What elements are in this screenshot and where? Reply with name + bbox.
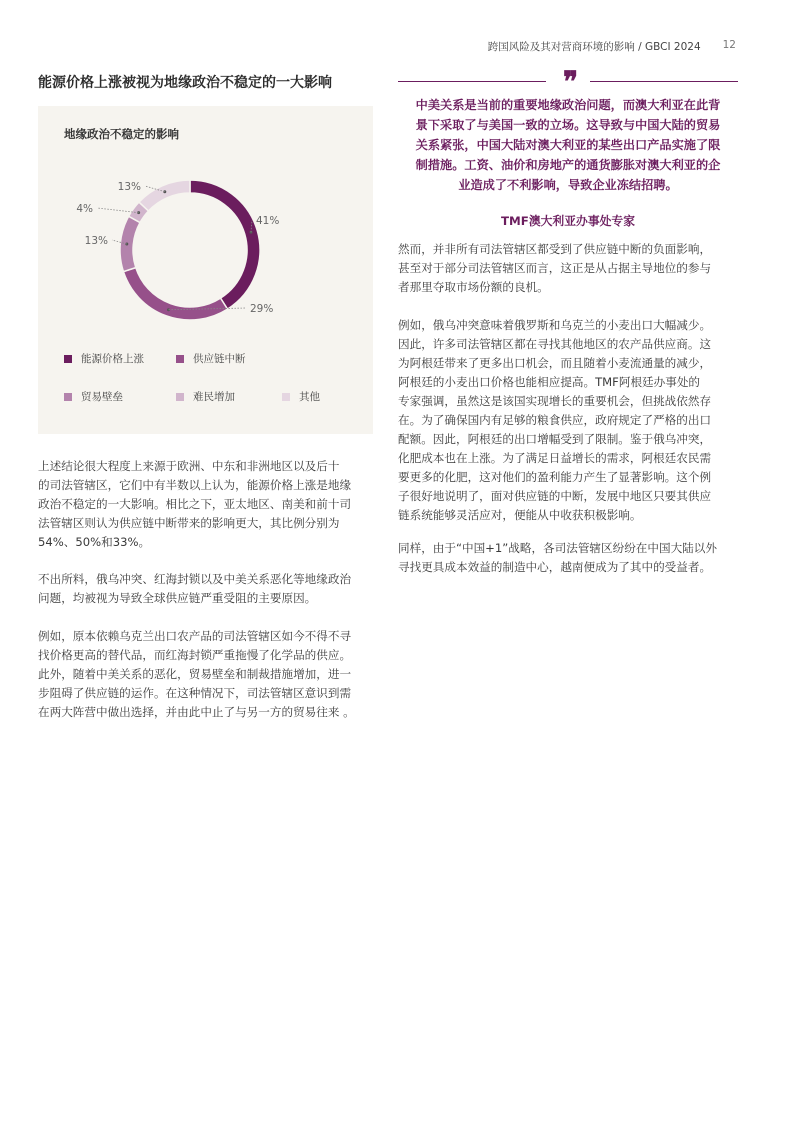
legend-item: [282, 389, 320, 404]
legend-label: 其他: [299, 391, 320, 403]
donut-slice: [190, 180, 260, 309]
left-paragraph-3: 例如，原本依赖乌克兰出口农产品的司法管辖区如今不得不寻 找价格更高的替代品，而红海封锁严重拖慢了化学品的供应。 此外，随着中美关系的恶化，贸易壁垒和制裁措施增加，进一 步阻碍了供应链的运作。在这种情况下，司法管辖区意识到需 在两大阵营中做出选择，并由此中止了与另一方的贸易往来 。: [38, 629, 355, 719]
page-header: [488, 39, 736, 54]
legend-swatch: [282, 393, 290, 401]
pull-quote: 中美关系是当前的重要地缘政治问题，而澳大利亚在此背 景下采取了与美国一致的立场。这导致与中国大陆的贸易 关系紧张，中国大陆对澳大利亚的某些出口产品实施了限 制措施。工资、油价和房地产的通货膨胀对澳大利亚的企 业造成了不利影响，导致企业冻结招聘。: [415, 98, 721, 192]
legend-label: 难民增加: [193, 391, 235, 403]
data-label: 4%: [76, 203, 93, 215]
legend-swatch: [176, 355, 184, 363]
right-paragraph-3: 同样，由于“中国+1”战略，各司法管辖区纷纷在中国大陆以外 寻找更具成本效益的制造中心，越南便成为了其中的受益者。: [398, 541, 717, 574]
quote-rule-left: [398, 81, 546, 82]
data-label: 41%: [256, 215, 280, 227]
data-label: 13%: [117, 181, 141, 193]
right-paragraph-2: 例如，俄乌冲突意味着俄罗斯和乌克兰的小麦出口大幅减少。 因此，许多司法管辖区都在寻找其他地区的农产品供应商。这 为阿根廷带来了更多出口机会，而且随着小麦流通量的减少， 阿根廷的小麦出口价格也能相应提高。TMF阿根廷办事处的 专家强调，虽然这是该国实现增长的重要机会，但挑战依然存 在。为了确保国内有足够的粮食供应，政府规定了严格的出口 配额。因此，阿根廷的出口增幅受到了限制。鉴于俄乌冲突， 化肥成本也在上涨。为了满足日益增长的需求，阿根廷农民需 要更多的化肥，这对他们的盈利能力产生了显著影响。这个例 子很好地说明了，面对供应链的中断，发展中地区只要其供应 链系统能够灵活应对，便能从中收获积极影响。: [398, 318, 712, 522]
legend-swatch: [64, 355, 72, 363]
section-title: 能源价格上涨被视为地缘政治不稳定的一大影响: [38, 75, 332, 91]
legend-item: [176, 389, 235, 404]
chart-panel: [38, 106, 373, 434]
legend-swatch: [64, 393, 72, 401]
donut-slice: [123, 268, 227, 320]
donut-slice: [120, 216, 140, 271]
legend-label: 贸易壁垒: [81, 391, 123, 403]
donut-chart: [38, 106, 373, 346]
quote-attribution: TMF澳大利亚办事处专家: [500, 214, 636, 228]
data-label: 29%: [250, 303, 274, 315]
page-number: 12: [722, 39, 736, 51]
donut-slice: [139, 180, 190, 211]
legend-label: 供应链中断: [193, 353, 246, 365]
data-label: 13%: [84, 235, 108, 247]
running-title: 跨国风险及其对营商环境的影响 / GBCI 2024: [487, 41, 701, 53]
chart-title: 地缘政治不稳定的影响: [64, 127, 179, 141]
legend-item: [176, 351, 246, 366]
quote-mark-icon: ❞: [563, 65, 579, 98]
left-paragraph-2: 不出所料，俄乌冲突、红海封锁以及中美关系恶化等地缘政治 问题，均被视为导致全球供应链严重受阻的主要原因。: [38, 572, 352, 605]
right-paragraph-1: 然而，并非所有司法管辖区都受到了供应链中断的负面影响， 甚至对于部分司法管辖区而言，这正是从占据主导地位的参与 者那里夺取市场份额的良机。: [398, 242, 712, 294]
legend-swatch: [176, 393, 184, 401]
quote-rule-right: [590, 81, 738, 82]
legend-label: 能源价格上涨: [81, 353, 144, 365]
legend-item: [64, 389, 123, 404]
legend-item: [64, 351, 144, 366]
left-paragraph-1: 上述结论很大程度上来源于欧洲、中东和非洲地区以及后十 的司法管辖区，它们中有半数以上认为，能源价格上涨是地缘 政治不稳定的一大影响。相比之下，亚太地区、南美和前十司 法管辖区则认为供应链中断带来的影响更大，其比例分别为 54%、50%和33%。: [38, 459, 352, 549]
